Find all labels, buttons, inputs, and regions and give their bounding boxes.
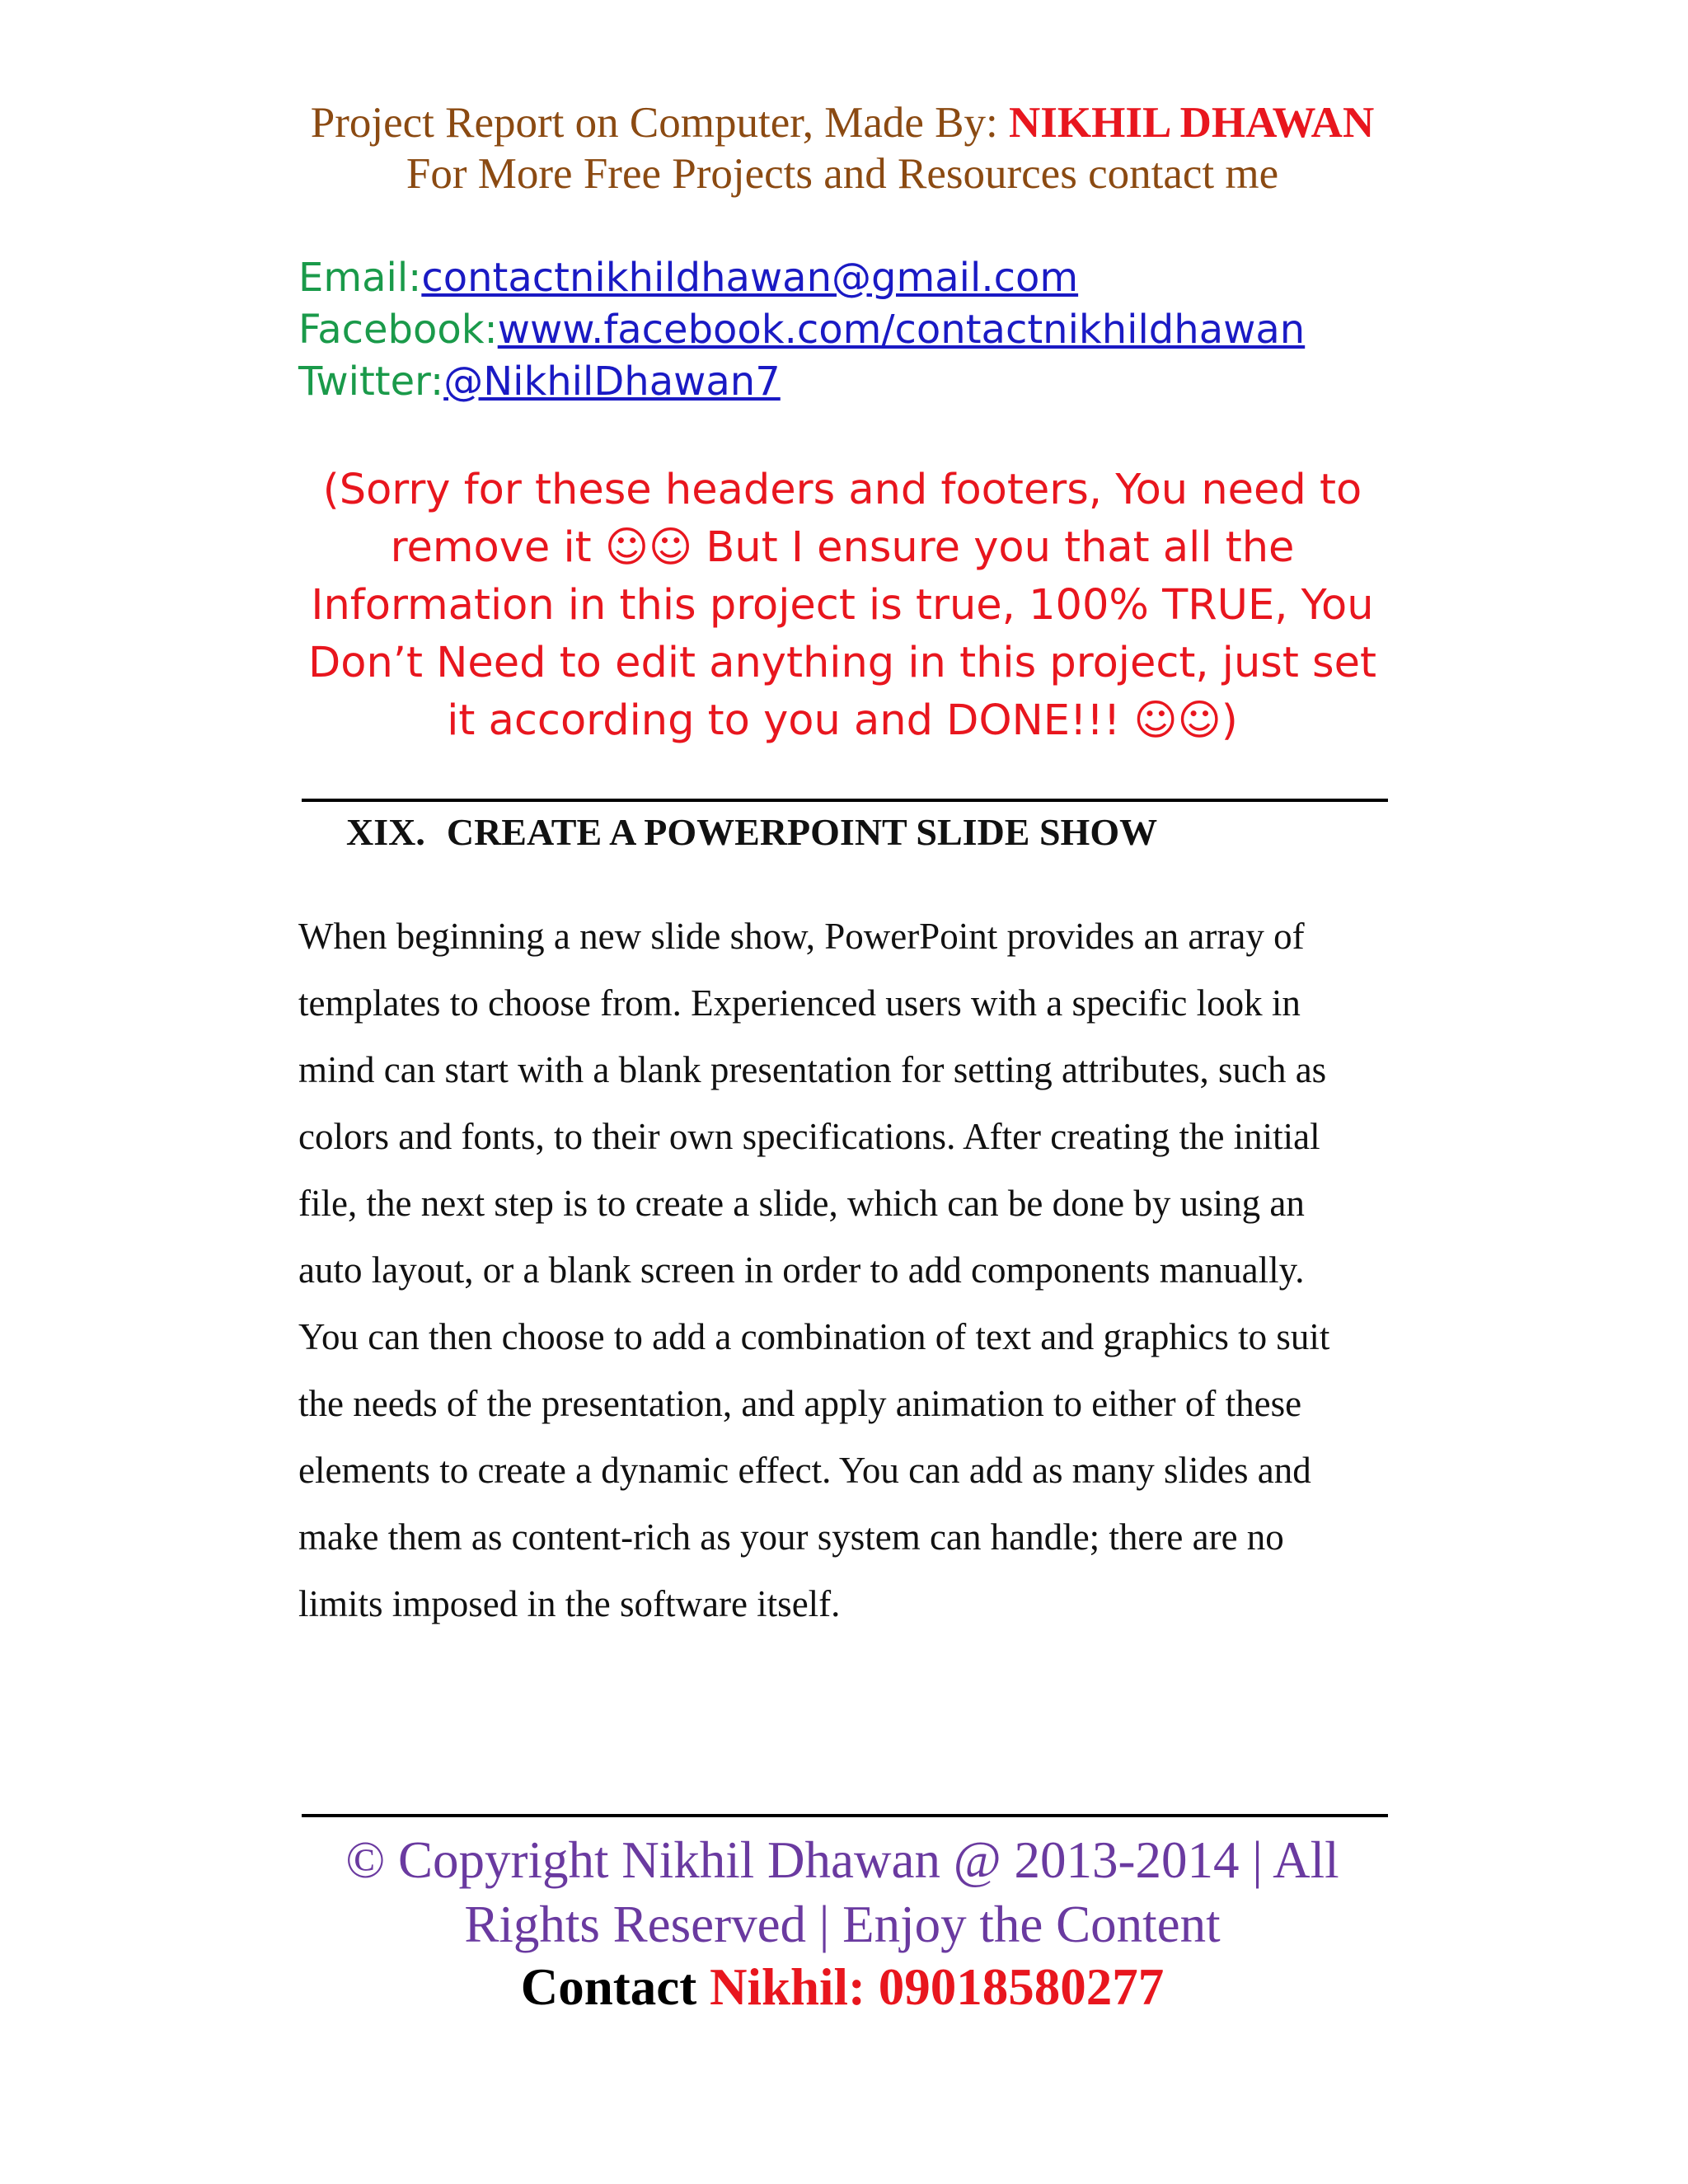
header-divider bbox=[302, 799, 1388, 802]
footer-contact-prefix: Contact bbox=[520, 1958, 710, 2016]
body-line: limits imposed in the software itself. bbox=[298, 1583, 841, 1624]
header-line-1 bbox=[298, 97, 1386, 148]
contact-twitter-row bbox=[298, 356, 1386, 408]
contact-email-link[interactable]: contactnikhildhawan@gmail.com bbox=[421, 255, 1079, 301]
footer-contact bbox=[298, 1955, 1386, 2019]
header-line-1-prefix: Project Report on Computer, Made By: bbox=[310, 99, 1009, 147]
copyright-line-1: © Copyright Nikhil Dhawan @ 2013-2014 | All bbox=[345, 1831, 1339, 1889]
section-number: XIX. bbox=[346, 811, 425, 853]
body-line: the needs of the presentation, and apply animation to either of these bbox=[298, 1383, 1302, 1424]
body-line: auto layout, or a blank screen in order to add components manually. bbox=[298, 1249, 1305, 1291]
notice-line: (Sorry for these headers and footers, You need to bbox=[322, 466, 1362, 514]
body-line: mind can start with a blank presentation for setting attributes, such as bbox=[298, 1049, 1327, 1090]
notice-line: Information in this project is true, 100% TRUE, You bbox=[311, 581, 1374, 630]
section-title: CREATE A POWERPOINT SLIDE SHOW bbox=[446, 811, 1158, 853]
footer-copyright bbox=[298, 1828, 1386, 1957]
body-line: colors and fonts, to their own specifications. After creating the initial bbox=[298, 1116, 1320, 1157]
notice-line: Don’t Need to edit anything in this project, just set bbox=[307, 639, 1377, 687]
header-line-2: For More Free Projects and Resources contact me bbox=[406, 150, 1279, 198]
notice-message bbox=[298, 462, 1386, 750]
notice-line: remove it ☺☺ But I ensure you that all the bbox=[390, 523, 1295, 572]
contact-twitter-label: Twitter: bbox=[298, 359, 444, 405]
body-line: make them as content-rich as your system can handle; there are no bbox=[298, 1516, 1284, 1558]
page-header bbox=[298, 97, 1386, 199]
contact-email-label: Email: bbox=[298, 255, 422, 301]
contact-facebook-label: Facebook: bbox=[298, 307, 498, 353]
section-heading bbox=[346, 808, 1385, 857]
contact-facebook-row bbox=[298, 304, 1386, 356]
body-line: When beginning a new slide show, PowerPoint provides an array of bbox=[298, 916, 1305, 957]
contact-facebook-link[interactable]: www.facebook.com/contactnikhildhawan bbox=[497, 307, 1306, 353]
contact-list bbox=[298, 252, 1386, 408]
contact-twitter-link[interactable]: @NikhilDhawan7 bbox=[443, 359, 781, 405]
copyright-line-2: Rights Reserved | Enjoy the Content bbox=[464, 1896, 1221, 1953]
footer-contact-phone: Nikhil: 09018580277 bbox=[709, 1958, 1165, 2016]
body-paragraph bbox=[298, 903, 1386, 1638]
notice-line: it according to you and DONE!!! ☺☺) bbox=[447, 696, 1238, 745]
body-line: templates to choose from. Experienced users with a specific look in bbox=[298, 982, 1301, 1024]
footer-divider bbox=[302, 1814, 1388, 1817]
contact-email-row bbox=[298, 252, 1386, 304]
body-line: file, the next step is to create a slide, which can be done by using an bbox=[298, 1183, 1305, 1224]
body-line: elements to create a dynamic effect. You can add as many slides and bbox=[298, 1450, 1311, 1491]
author-name: NIKHIL DHAWAN bbox=[1009, 99, 1375, 147]
body-line: You can then choose to add a combination of text and graphics to suit bbox=[298, 1316, 1330, 1357]
